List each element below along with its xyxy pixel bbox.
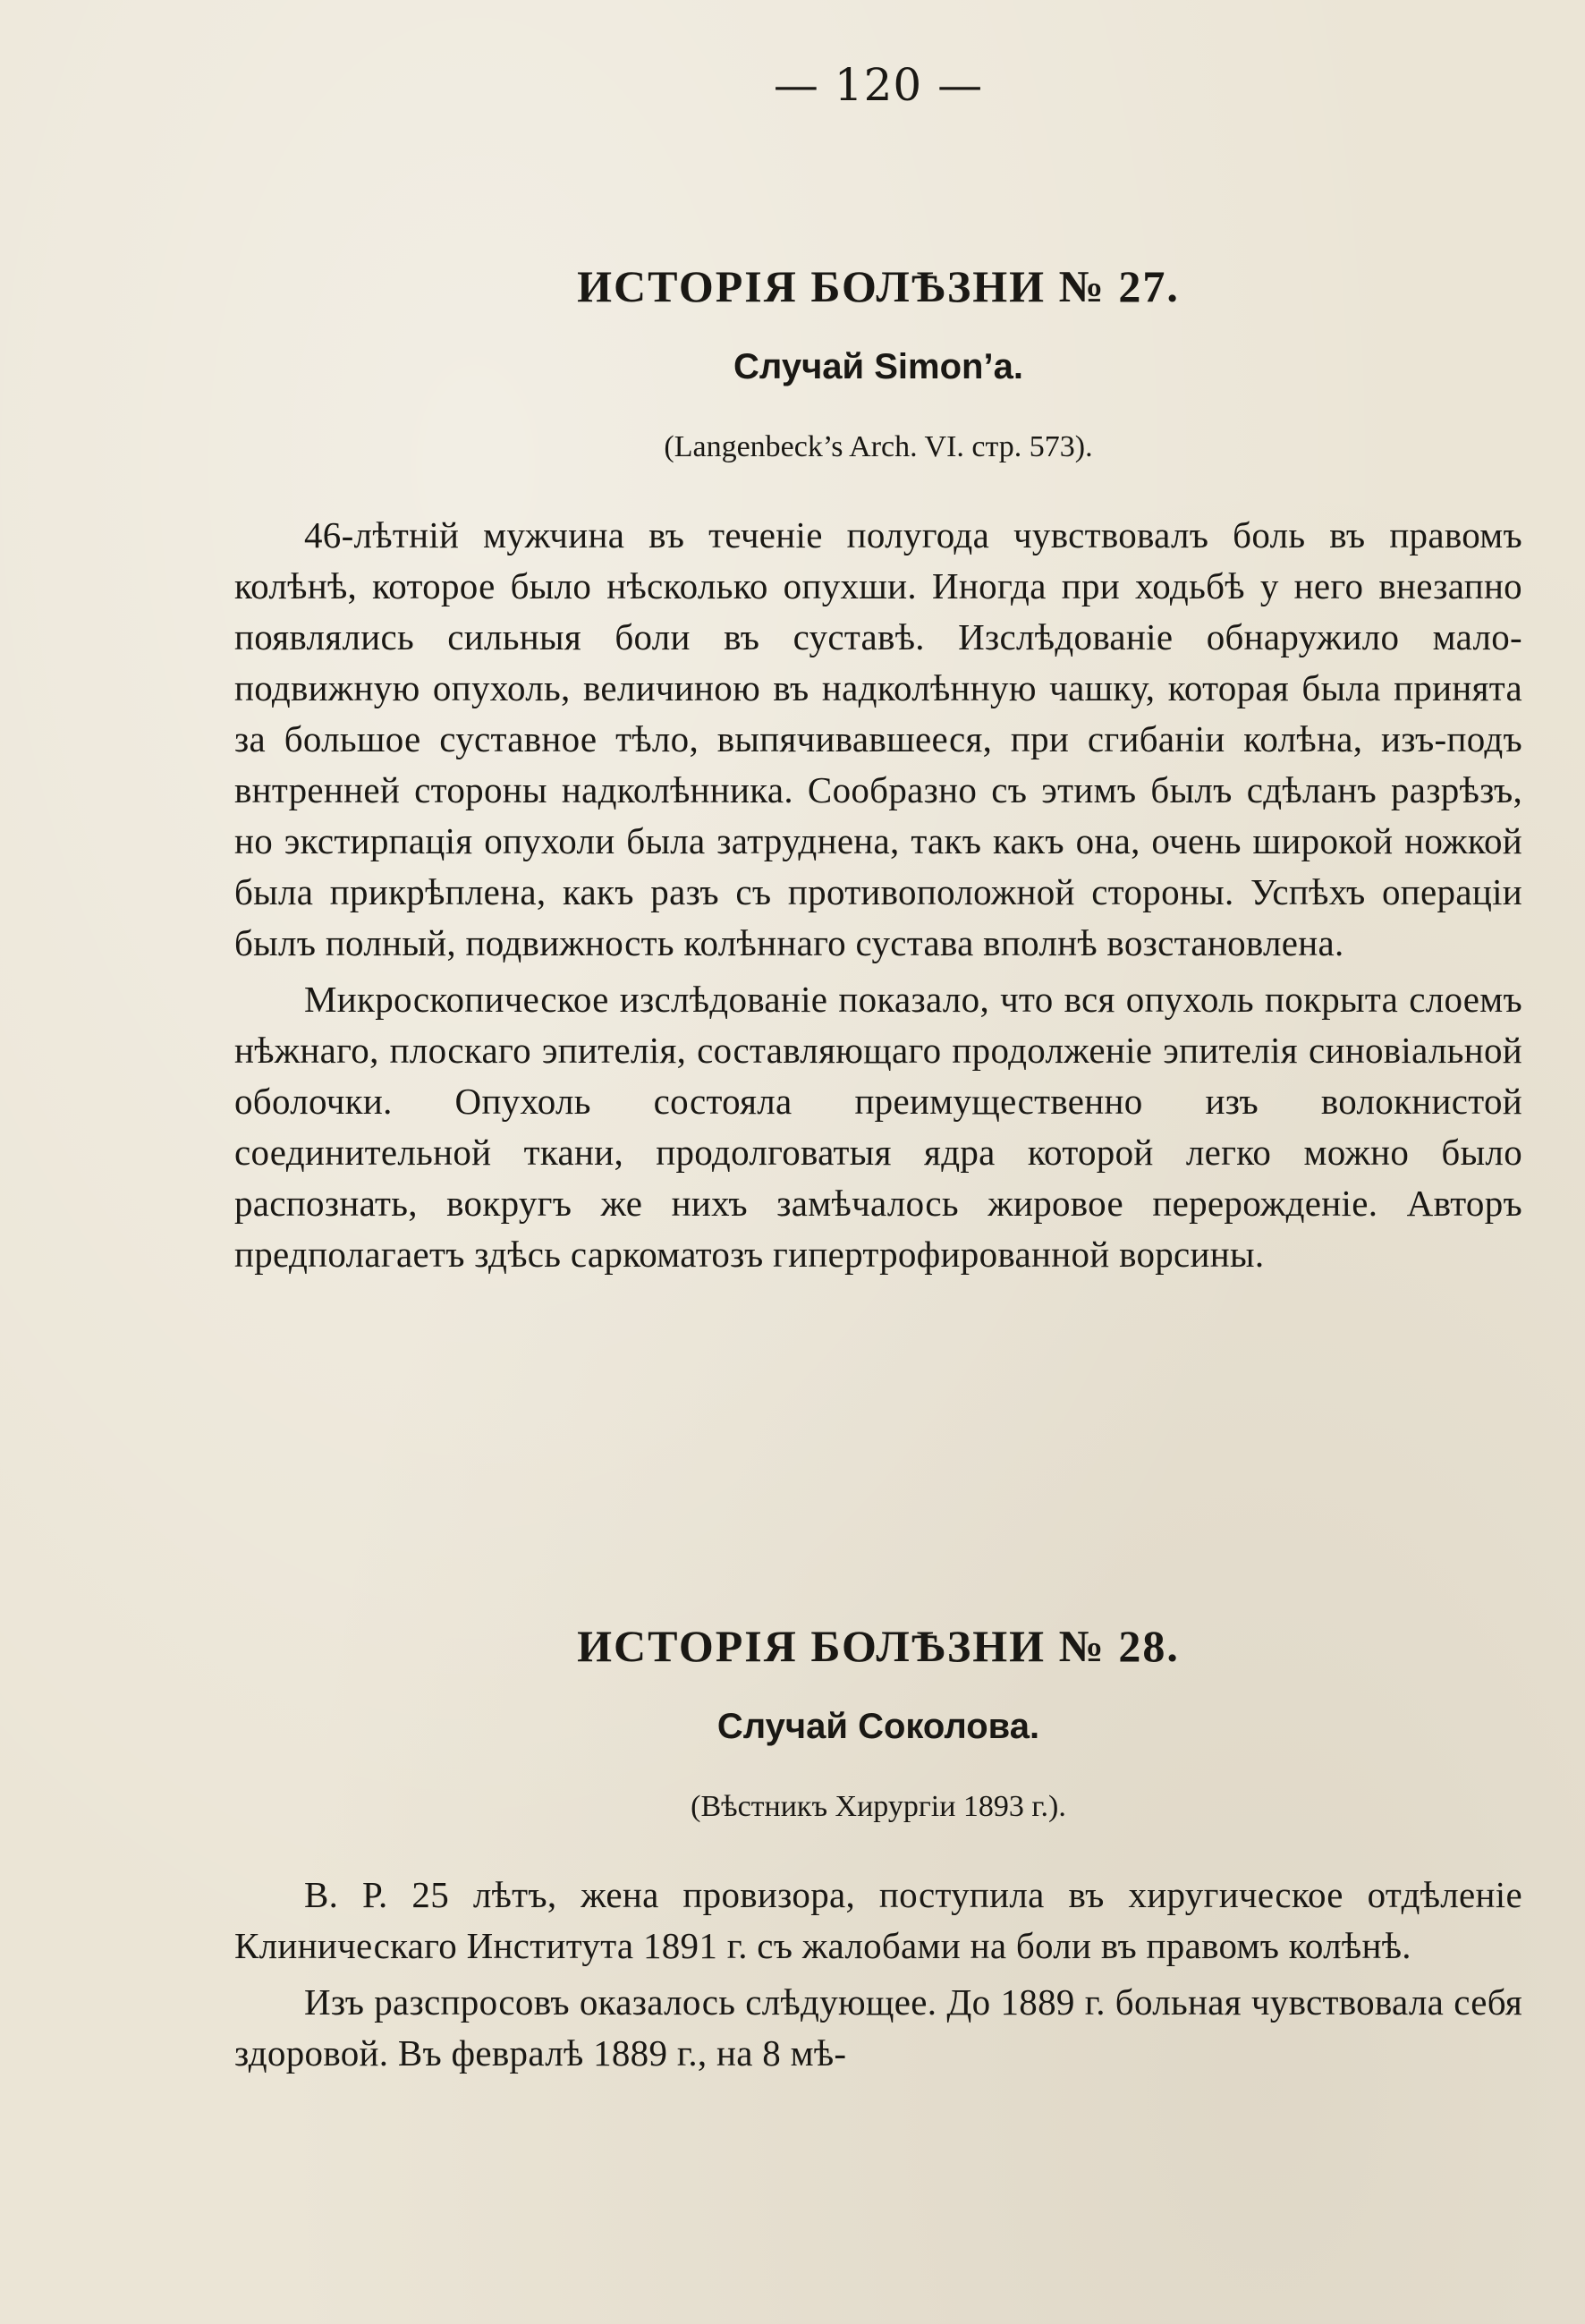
paragraph: 46-лѣтній мужчина въ теченіе полугода чувствовалъ боль въ правомъ колѣнѣ, которое было нѣсколько опухши. Иногда при ходьбѣ у него внезапно появлялись сильныя боли въ суставѣ. Изслѣдованіе обнаружило мало-подвижную опухоль, величиною въ надколѣнную чашку, которая была принята за большое суставное тѣло, выпячивавшееся, при сгибаніи колѣна, изъ-подъ внтренней стороны надколѣнника. Сообразно съ этимъ былъ сдѣланъ разрѣзъ, но экстирпація опухоли была затруднена, такъ какъ она, очень широкой ножкой была прикрѣплена, какъ разъ съ противоположной стороны. Успѣхъ операціи былъ полный, подвижность колѣннаго сустава вполнѣ возстановлена. (234, 514, 1522, 963)
case-subtitle: Случай Соколова. (716, 1707, 1040, 1746)
page-number: — 120 — (773, 59, 984, 111)
paragraph: Изъ разспросовъ оказалось слѣдующее. До 1889 г. больная чувствовала себя здоровой. Въ февралѣ 1889 г., на 8 мѣ- (234, 1981, 1522, 2074)
case-subtitle: Случай Simon’a. (733, 347, 1023, 386)
case-history-28 (234, 1619, 1522, 2079)
case-history-27 (234, 259, 1522, 1280)
paragraph: Микроскопическое изслѣдованіе показало, что вся опухоль покрыта слоемъ нѣжнаго, плоскаго эпителія, составляющаго продолженіе эпителія синовіальной оболочки. Опухоль состояла преимущественно изъ волокнистой соединительной ткани, продолговатыя ядра которой легко можно было распознать, вокругъ же нихъ замѣчалось жировое перерожденіе. Авторъ предполагаетъ здѣсь саркоматозъ гипертрофированной ворсины. (234, 979, 1522, 1275)
case-source: (Вѣстникъ Хирургіи 1893 г.). (691, 1790, 1066, 1823)
case-title: ИСТОРІЯ БОЛѢЗНИ № 28. (577, 1621, 1180, 1671)
case-title: ИСТОРІЯ БОЛѢЗНИ № 27. (577, 261, 1180, 311)
page (234, 54, 1522, 2290)
paragraph: В. Р. 25 лѣтъ, жена провизора, поступила въ хиругическое отдѣленіе Клиническаго Института 1891 г. съ жалобами на боли въ правомъ колѣнѣ. (234, 1874, 1522, 1966)
case-source: (Langenbeck’s Arch. VI. стр. 573). (664, 430, 1093, 463)
